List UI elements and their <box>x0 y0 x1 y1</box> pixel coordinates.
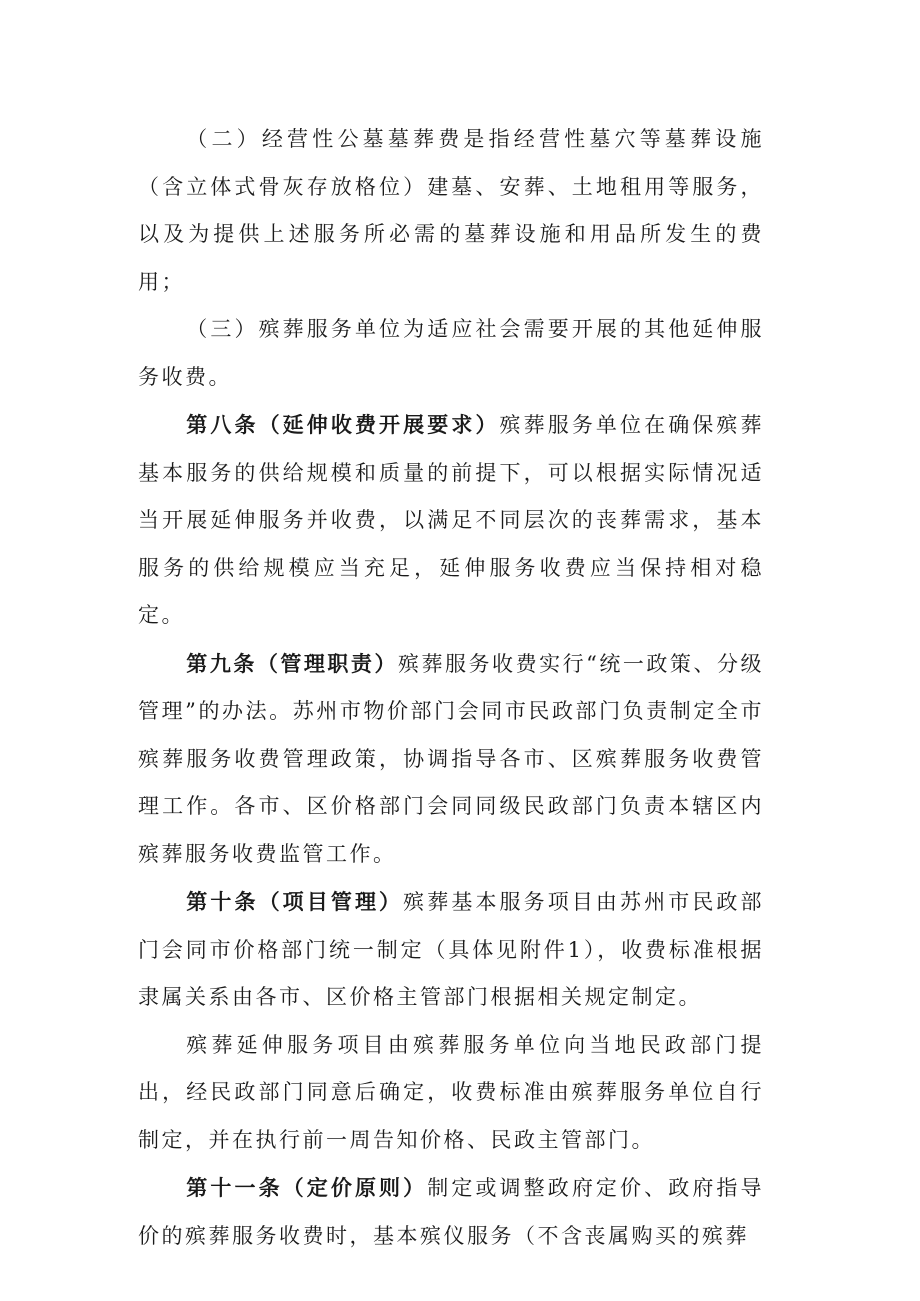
article-9 <box>138 640 764 879</box>
document-body <box>138 116 764 1260</box>
paragraph-text: 殡葬延伸服务项目由殡葬服务单位向当地民政部门提出，经民政部门同意后确定，收费标准由殡葬服务单位自行制定，并在执行前一周告知价格、民政主管部门。 <box>138 1032 764 1152</box>
article-heading: 第八条（延伸收费开展要求） <box>186 412 500 437</box>
article-10 <box>138 878 764 1022</box>
article-8 <box>138 401 764 640</box>
paragraph-text: （三）殡葬服务单位为适应社会需要开展的其他延伸服务收费。 <box>138 317 764 389</box>
article-text: 殡葬服务单位在确保殡葬基本服务的供给规模和质量的前提下，可以根据实际情况适当开展延伸服务并收费，以满足不同层次的丧葬需求，基本服务的供给规模应当充足，延伸服务收费应当保持相对稳定。 <box>138 413 765 627</box>
article-10-extension <box>138 1022 764 1165</box>
paragraph-text: （二）经营性公墓墓葬费是指经营性墓穴等墓葬设施（含立体式骨灰存放格位）建墓、安葬、土地租用等服务，以及为提供上述服务所必需的墓葬设施和用品所发生的费用； <box>138 127 764 294</box>
article-heading: 第九条（管理职责） <box>186 650 398 676</box>
article-11 <box>138 1164 764 1260</box>
article-heading: 第十一条（定价原则） <box>186 1175 428 1200</box>
paragraph-item-3 <box>138 306 764 401</box>
article-text: 殡葬服务收费实行“统一政策、分级管理”的办法。苏州市物价部门会同市民政部门负责制定全市殡葬服务收费管理政策，协调指导各市、区殡葬服务收费管理工作。各市、区价格部门会同同级民政部门负责本辖区内殡葬服务收费监管工作。 <box>138 651 764 866</box>
article-text: 制定或调整政府定价、政府指导价的殡葬服务收费时，基本殡仪服务（不含丧属购买的殡葬 <box>138 1176 765 1248</box>
article-heading: 第十条（项目管理） <box>186 889 404 914</box>
article-text: 殡葬基本服务项目由苏州市民政部门会同市价格部门统一制定（具体见附件1），收费标准根据隶属关系由各市、区价格主管部门根据相关规定制定。 <box>138 890 765 1009</box>
paragraph-item-2-cont <box>138 116 764 306</box>
